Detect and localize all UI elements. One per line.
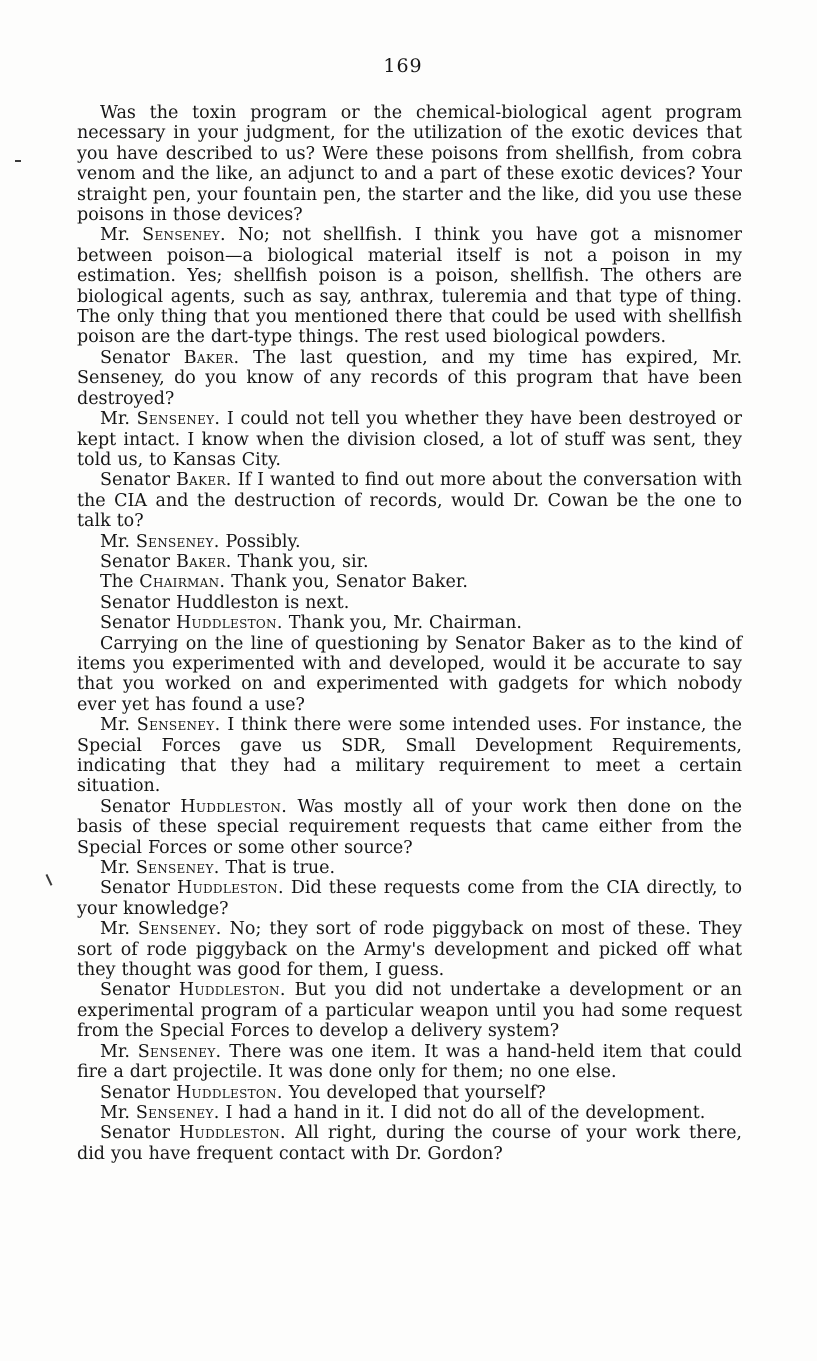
speaker-prefix: Mr.	[100, 919, 138, 940]
speaker-prefix: Senator	[100, 347, 184, 368]
transcript-paragraph: Senator Baker. If I wanted to find out more about the conversation with the CIA and the destruction of records, would Dr. Cowan be the one to talk to?	[77, 470, 742, 532]
speaker-prefix: Senator	[100, 980, 179, 1001]
transcript-paragraph: Senator Huddleston. But you did not undertake a development or an experimental program of a particular weapon until you had some request from the Special Forces to develop a delivery system?	[77, 980, 742, 1042]
speaker-prefix: Senator	[100, 1123, 180, 1144]
speaker-name: Senseney.	[137, 919, 222, 940]
transcript-paragraph: Senator Huddleston. You developed that yourself?	[100, 1082, 546, 1103]
transcript-paragraph: Mr. Senseney. No; not shellfish. I think you have got a misnomer between poison—a biological material itself is not a poison in my estimation. Yes; shellfish poison is a poison, shellfish. The others are biological agents, such as say, anthrax, tuleremia and that type of thing. The only thing that you mentioned there that could be used with shellfish poison are the dart-type things. The rest used biological powders.	[77, 225, 742, 348]
transcript-paragraph: Mr. Senseney. I could not tell you whether they have been destroyed or kept intact. I know when the division closed, a lot of stuff was sent, they told us, to Kansas City.	[77, 409, 742, 470]
speaker-name: Huddleston.	[175, 1082, 283, 1103]
speaker-name: Huddleston.	[180, 796, 288, 817]
scan-artifact-slash	[46, 874, 52, 886]
speaker-prefix: Senator	[100, 470, 177, 491]
speaker-name: Senseney.	[142, 225, 226, 246]
transcript-paragraph: Mr. Senseney. I think there were some intended uses. For instance, the Special Forces gave us SDR, Small Development Requirements, indicating that they had a military requirement to meet a certain situation.	[77, 715, 743, 797]
speaker-name: Huddleston.	[175, 613, 283, 634]
transcript-paragraph: Was the toxin program or the chemical-biological agent program necessary in your judgment, for the utilization of the exotic devices that you have described to us? Were these poisons from shellfish, from cobra venom and the like, an adjunct to and a part of these exotic devices? Your straight pen, your fountain pen, the starter and the like, did you use these poisons in those devices?	[77, 103, 742, 226]
speaker-name: Huddleston.	[178, 980, 286, 1001]
transcript-paragraph: The Chairman. Thank you, Senator Baker.	[100, 572, 468, 593]
speaker-prefix: Mr.	[100, 1102, 136, 1123]
speaker-name: Senseney.	[136, 715, 221, 736]
speaker-prefix: Senator	[100, 613, 176, 634]
speaker-name: Baker.	[176, 470, 232, 491]
speaker-prefix: The	[100, 572, 140, 593]
speaker-name: Huddleston.	[177, 878, 284, 899]
transcript-paragraph: Carrying on the line of questioning by Senator Baker as to the kind of items you experimented with and developed, would it be accurate to say that you worked on and experimented with gadgets for which nobody ever yet has found a use?	[77, 633, 742, 715]
speaker-prefix: Mr.	[100, 1041, 138, 1062]
scan-artifact-dash	[15, 160, 21, 162]
transcript-body	[77, 103, 742, 1164]
transcript-paragraph: Senator Huddleston. Did these requests come from the CIA directly, to your knowledge?	[77, 878, 743, 919]
speaker-prefix: Mr.	[100, 225, 143, 246]
speaker-name: Chairman.	[139, 572, 226, 593]
transcript-paragraph: Senator Huddleston. Thank you, Mr. Chairman.	[100, 613, 522, 634]
speaker-prefix: Mr.	[100, 715, 137, 736]
transcript-paragraph: Senator Huddleston is next.	[100, 592, 350, 613]
speaker-name: Senseney.	[136, 409, 221, 430]
speaker-name: Huddleston.	[179, 1123, 286, 1144]
speaker-prefix: Senator	[100, 796, 181, 817]
transcript-paragraph: Mr. Senseney. I had a hand in it. I did not do all of the development.	[100, 1102, 706, 1123]
transcript-paragraph: Mr. Senseney. That is true.	[100, 858, 336, 879]
speaker-name: Baker.	[175, 551, 232, 572]
transcript-paragraph: Senator Baker. Thank you, sir.	[100, 551, 369, 572]
transcript-paragraph: Mr. Senseney. No; they sort of rode piggyback on most of these. They sort of rode piggyback on the Army's development and picked off what they thought was good for them, I guess.	[77, 919, 743, 981]
transcript-paragraph: Senator Huddleston. All right, during the course of your work there, did you have frequent contact with Dr. Gordon?	[77, 1123, 742, 1164]
speaker-name: Baker.	[183, 347, 240, 368]
speaker-prefix: Senator	[100, 551, 176, 572]
speaker-name: Senseney.	[135, 1102, 220, 1123]
transcript-paragraph: Mr. Senseney. There was one item. It was a hand-held item that could fire a dart projectile. It was done only for them; no one else.	[77, 1041, 743, 1083]
speaker-name: Senseney.	[137, 1041, 222, 1062]
speaker-prefix: Mr.	[100, 858, 136, 879]
speaker-prefix: Mr.	[100, 409, 137, 430]
transcript-paragraph: Senator Baker. The last question, and my time has expired, Mr. Senseney, do you know of any records of this program that have been destroyed?	[77, 347, 743, 409]
speaker-name: Senseney.	[135, 858, 220, 879]
speaker-prefix: Senator	[100, 1082, 176, 1103]
speaker-name: Senseney.	[135, 531, 220, 552]
transcript-paragraph: Mr. Senseney. Possibly.	[100, 531, 301, 552]
speaker-prefix: Senator	[100, 878, 178, 899]
transcript-paragraph: Senator Huddleston. Was mostly all of your work then done on the basis of these special requirement requests that came either from the Special Forces or some other source?	[77, 796, 742, 858]
page-number: 169	[383, 55, 423, 77]
speaker-prefix: Mr.	[100, 531, 136, 552]
